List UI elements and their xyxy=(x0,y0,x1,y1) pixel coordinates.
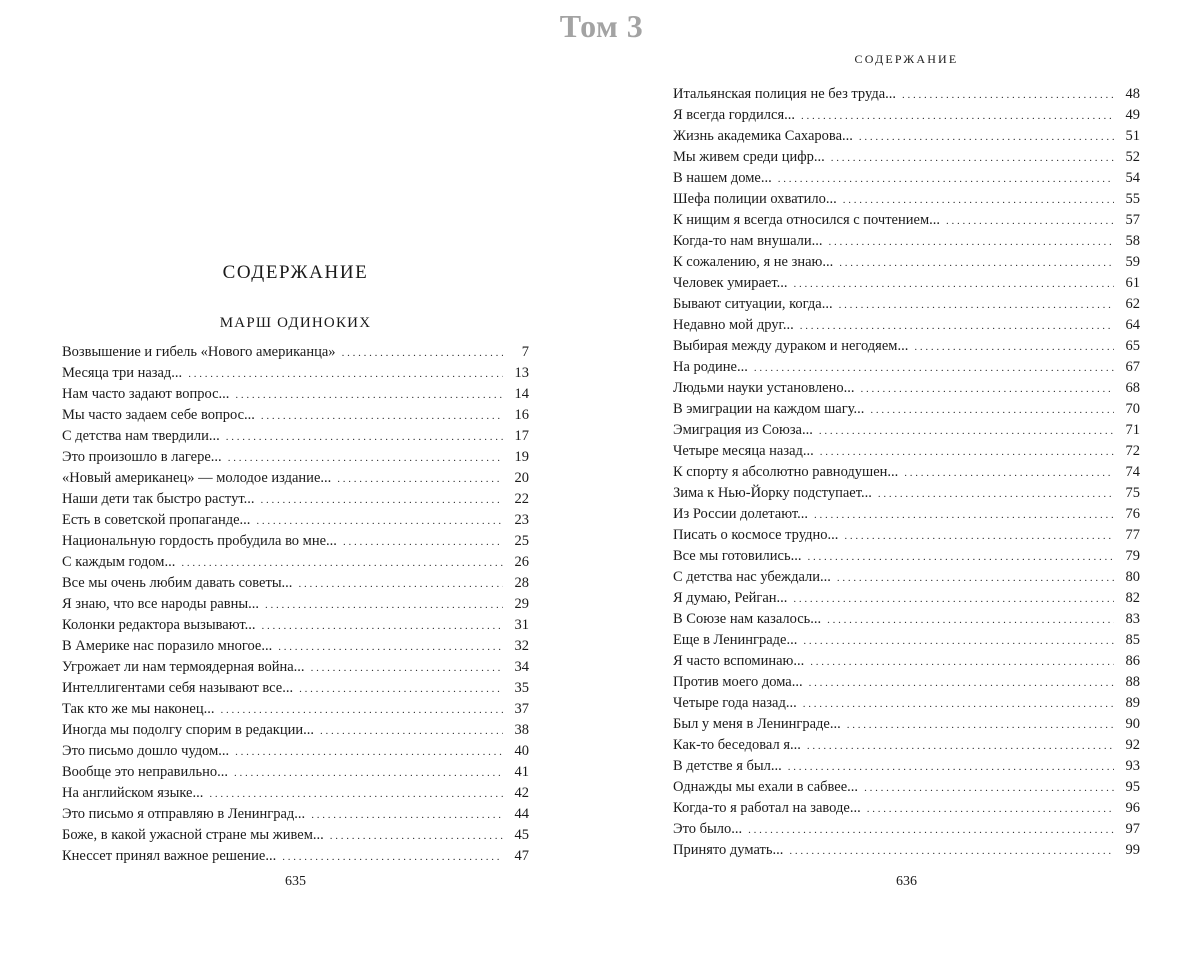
running-head: СОДЕРЖАНИЕ xyxy=(854,52,959,66)
dot-leader xyxy=(789,841,1114,862)
toc-entry-page: 72 xyxy=(1125,443,1140,459)
dot-leader xyxy=(867,799,1114,820)
toc-entry-page: 82 xyxy=(1125,590,1140,606)
dot-leader xyxy=(235,742,503,763)
toc-entry xyxy=(673,672,1140,693)
toc-entry-title: Наши дети так быстро растут... xyxy=(62,491,255,507)
toc-entry-page: 34 xyxy=(514,659,529,675)
volume-title: Том 3 xyxy=(559,8,644,44)
toc-entry-page: 19 xyxy=(514,449,529,465)
toc-entry-title: Из России долетают... xyxy=(673,506,808,522)
toc-entry-title: Я часто вспоминаю... xyxy=(673,653,805,669)
toc-entry-page: 31 xyxy=(514,617,529,633)
dot-leader xyxy=(864,778,1114,799)
toc-entry-title: К нищим я всегда относился с почтением... xyxy=(673,212,941,228)
toc-entry-page: 48 xyxy=(1125,86,1140,102)
toc-entry-title: На родине... xyxy=(673,359,748,375)
dot-leader xyxy=(748,820,1114,841)
toc-entry xyxy=(673,84,1140,105)
toc-entry-title: Против моего дома... xyxy=(673,674,803,690)
toc-entry-title: Я всегда гордился... xyxy=(673,107,796,123)
toc-entry-title: Четыре года назад... xyxy=(673,695,797,711)
toc-entry xyxy=(673,147,1140,168)
toc-entry xyxy=(673,756,1140,777)
toc-entry-title: «Новый американец» — молодое издание... xyxy=(62,470,332,486)
toc-entry-title: Мы часто задаем себе вопрос... xyxy=(62,407,255,423)
toc-entry-page: 14 xyxy=(514,386,529,402)
toc-entry xyxy=(62,489,529,510)
toc-entry-page: 90 xyxy=(1125,716,1140,732)
toc-entry xyxy=(673,126,1140,147)
toc-entry xyxy=(673,168,1140,189)
toc-entry-title: Колонки редактора вызывают... xyxy=(62,617,256,633)
toc-entry-page: 57 xyxy=(1125,212,1140,228)
toc-entry xyxy=(673,735,1140,756)
dot-leader xyxy=(260,490,503,511)
toc-entry xyxy=(673,105,1140,126)
toc-entry xyxy=(62,783,529,804)
toc-entry-title: В эмиграции на каждом шагу... xyxy=(673,401,865,417)
dot-leader xyxy=(311,658,503,679)
dot-leader xyxy=(839,295,1114,316)
toc-entry-page: 59 xyxy=(1125,254,1140,270)
toc-entry-title: К спорту я абсолютно равнодушен... xyxy=(673,464,899,480)
toc-entry-title: На английском языке... xyxy=(62,785,204,801)
toc-entry-title: Мы живем среди цифр... xyxy=(673,149,825,165)
toc-entry-page: 7 xyxy=(521,344,529,360)
toc-entry-title: Жизнь академика Сахарова... xyxy=(673,128,853,144)
dot-leader xyxy=(844,526,1114,547)
dot-leader xyxy=(819,421,1114,442)
dot-leader xyxy=(914,337,1114,358)
toc-entry xyxy=(62,426,529,447)
toc-entry-page: 44 xyxy=(514,806,529,822)
toc-entry-page: 37 xyxy=(514,701,529,717)
toc-entry-page: 96 xyxy=(1125,800,1140,816)
dot-leader xyxy=(793,589,1114,610)
toc-entry xyxy=(673,546,1140,567)
toc-entry xyxy=(673,399,1140,420)
toc-entry xyxy=(62,552,529,573)
toc-entry-page: 77 xyxy=(1125,527,1140,543)
dot-leader xyxy=(265,595,503,616)
toc-entry-title: Эмиграция из Союза... xyxy=(673,422,813,438)
toc-entry-page: 64 xyxy=(1125,317,1140,333)
toc-entry-page: 62 xyxy=(1125,296,1140,312)
toc-entry xyxy=(673,588,1140,609)
dot-leader xyxy=(228,448,503,469)
toc-entry-page: 71 xyxy=(1125,422,1140,438)
dot-leader xyxy=(839,253,1114,274)
toc-entry-page: 26 xyxy=(514,554,529,570)
dot-leader xyxy=(298,574,503,595)
dot-leader xyxy=(859,127,1114,148)
toc-entry xyxy=(62,510,529,531)
toc-entry-title: Месяца три назад... xyxy=(62,365,183,381)
toc-entry-page: 51 xyxy=(1125,128,1140,144)
toc-entry xyxy=(62,720,529,741)
toc-entry xyxy=(673,651,1140,672)
dot-leader xyxy=(181,553,503,574)
toc-entry-title: Когда-то нам внушали... xyxy=(673,233,823,249)
toc-entry-title: Есть в советской пропаганде... xyxy=(62,512,251,528)
toc-entry xyxy=(673,483,1140,504)
toc-entry xyxy=(673,525,1140,546)
dot-leader xyxy=(311,805,503,826)
dot-leader xyxy=(337,469,503,490)
dot-leader xyxy=(904,463,1114,484)
dot-leader xyxy=(299,679,503,700)
toc-entry-page: 52 xyxy=(1125,149,1140,165)
toc-entry xyxy=(62,741,529,762)
dot-leader xyxy=(226,427,503,448)
toc-entry-page: 97 xyxy=(1125,821,1140,837)
toc-entry-page: 40 xyxy=(514,743,529,759)
toc-entry xyxy=(673,462,1140,483)
dot-leader xyxy=(793,274,1114,295)
toc-entry xyxy=(673,798,1140,819)
toc-entry-page: 55 xyxy=(1125,191,1140,207)
toc-entry-title: Бывают ситуации, когда... xyxy=(673,296,833,312)
toc-entry-title: В нашем доме... xyxy=(673,170,772,186)
toc-entry-title: Писать о космосе трудно... xyxy=(673,527,839,543)
dot-leader xyxy=(778,169,1114,190)
toc-entry xyxy=(62,804,529,825)
toc-entry-title: Интеллигентами себя называют все... xyxy=(62,680,294,696)
toc-entry-title: Принято думать... xyxy=(673,842,784,858)
toc-entry xyxy=(673,336,1140,357)
dot-leader xyxy=(261,616,503,637)
toc-entry xyxy=(673,819,1140,840)
toc-entry-title: В детстве я был... xyxy=(673,758,782,774)
dot-leader xyxy=(788,757,1114,778)
toc-entry xyxy=(62,657,529,678)
left-toc-list xyxy=(62,342,529,867)
dot-leader xyxy=(320,721,503,742)
toc-entry xyxy=(62,615,529,636)
dot-leader xyxy=(261,406,503,427)
toc-entry-page: 79 xyxy=(1125,548,1140,564)
toc-entry-title: Итальянская полиция не без труда... xyxy=(673,86,897,102)
dot-leader xyxy=(837,568,1114,589)
toc-entry-title: Кнессет принял важное решение... xyxy=(62,848,277,864)
toc-entry xyxy=(673,420,1140,441)
toc-entry-page: 49 xyxy=(1125,107,1140,123)
toc-entry-title: Нам часто задают вопрос... xyxy=(62,386,230,402)
toc-entry xyxy=(62,594,529,615)
toc-entry-title: Это произошло в лагере... xyxy=(62,449,222,465)
toc-entry-page: 74 xyxy=(1125,464,1140,480)
toc-entry xyxy=(673,630,1140,651)
toc-entry-title: С детства нам твердили... xyxy=(62,428,220,444)
dot-leader xyxy=(860,379,1114,400)
toc-entry xyxy=(62,846,529,867)
toc-entry-page: 47 xyxy=(514,848,529,864)
toc-entry xyxy=(62,405,529,426)
toc-entry xyxy=(62,363,529,384)
toc-entry xyxy=(62,468,529,489)
dot-leader xyxy=(209,784,503,805)
toc-entry xyxy=(673,714,1140,735)
dot-leader xyxy=(330,826,503,847)
dot-leader xyxy=(343,532,503,553)
toc-entry-page: 22 xyxy=(514,491,529,507)
toc-entry-page: 35 xyxy=(514,680,529,696)
dot-leader xyxy=(946,211,1114,232)
dot-leader xyxy=(235,385,503,406)
toc-entry-title: Еще в Ленинграде... xyxy=(673,632,798,648)
toc-entry-title: Иногда мы подолгу спорим в редакции... xyxy=(62,722,315,738)
toc-entry xyxy=(673,441,1140,462)
toc-entry xyxy=(673,231,1140,252)
toc-entry-title: Людьми науки установлено... xyxy=(673,380,855,396)
toc-entry xyxy=(673,294,1140,315)
dot-leader xyxy=(342,343,503,364)
toc-entry-title: Боже, в какой ужасной стране мы живем... xyxy=(62,827,324,843)
dot-leader xyxy=(829,232,1114,253)
toc-entry-page: 32 xyxy=(514,638,529,654)
toc-entry-page: 85 xyxy=(1125,632,1140,648)
toc-entry xyxy=(673,693,1140,714)
toc-entry-title: К сожалению, я не знаю... xyxy=(673,254,834,270)
dot-leader xyxy=(878,484,1114,505)
toc-entry-title: Я думаю, Рейган... xyxy=(673,590,788,606)
dot-leader xyxy=(870,400,1114,421)
toc-entry xyxy=(62,636,529,657)
dot-leader xyxy=(843,190,1114,211)
dot-leader xyxy=(234,763,503,784)
toc-entry-page: 41 xyxy=(514,764,529,780)
dot-leader xyxy=(188,364,503,385)
dot-leader xyxy=(827,610,1114,631)
toc-entry-title: Это письмо дошло чудом... xyxy=(62,743,230,759)
toc-entry-title: Я знаю, что все народы равны... xyxy=(62,596,259,612)
toc-entry-page: 68 xyxy=(1125,380,1140,396)
toc-entry-page: 13 xyxy=(514,365,529,381)
toc-entry xyxy=(62,762,529,783)
toc-entry xyxy=(62,384,529,405)
left-page-number: 635 xyxy=(285,874,306,889)
toc-entry-page: 58 xyxy=(1125,233,1140,249)
dot-leader xyxy=(803,694,1114,715)
toc-entry xyxy=(673,609,1140,630)
right-page-number: 636 xyxy=(896,874,917,889)
dot-leader xyxy=(807,547,1114,568)
toc-entry xyxy=(673,357,1140,378)
toc-entry xyxy=(62,447,529,468)
dot-leader xyxy=(803,631,1114,652)
toc-entry xyxy=(673,210,1140,231)
toc-entry-page: 70 xyxy=(1125,401,1140,417)
toc-entry-title: В Америке нас поразило многое... xyxy=(62,638,273,654)
toc-entry xyxy=(673,840,1140,861)
dot-leader xyxy=(847,715,1114,736)
toc-entry-page: 93 xyxy=(1125,758,1140,774)
toc-entry-title: Вообще это неправильно... xyxy=(62,764,228,780)
toc-heading: СОДЕРЖАНИЕ xyxy=(222,262,369,283)
toc-entry-page: 95 xyxy=(1125,779,1140,795)
toc-entry-page: 65 xyxy=(1125,338,1140,354)
toc-entry-title: Недавно мой друг... xyxy=(673,317,794,333)
toc-entry xyxy=(673,504,1140,525)
toc-entry-page: 38 xyxy=(514,722,529,738)
toc-entry-page: 42 xyxy=(514,785,529,801)
toc-entry-page: 75 xyxy=(1125,485,1140,501)
toc-entry-page: 17 xyxy=(514,428,529,444)
toc-entry-title: Это было... xyxy=(673,821,743,837)
dot-leader xyxy=(278,637,503,658)
toc-entry-page: 25 xyxy=(514,533,529,549)
toc-entry-title: Выбирая между дураком и негодяем... xyxy=(673,338,909,354)
toc-entry-page: 54 xyxy=(1125,170,1140,186)
toc-entry-title: Возвышение и гибель «Нового американца» xyxy=(62,344,336,360)
dot-leader xyxy=(754,358,1114,379)
toc-entry-page: 76 xyxy=(1125,506,1140,522)
toc-entry-title: С каждым годом... xyxy=(62,554,176,570)
toc-entry-page: 88 xyxy=(1125,674,1140,690)
toc-entry-page: 61 xyxy=(1125,275,1140,291)
toc-entry-page: 28 xyxy=(514,575,529,591)
toc-entry-title: Это письмо я отправляю в Ленинград... xyxy=(62,806,306,822)
dot-leader xyxy=(807,736,1114,757)
toc-entry-title: Был у меня в Ленинграде... xyxy=(673,716,841,732)
toc-entry xyxy=(62,573,529,594)
toc-entry-page: 80 xyxy=(1125,569,1140,585)
toc-entry xyxy=(62,342,529,363)
toc-entry-title: Все мы очень любим давать советы... xyxy=(62,575,293,591)
toc-entry-title: Национальную гордость пробудила во мне... xyxy=(62,533,337,549)
dot-leader xyxy=(902,85,1114,106)
toc-entry-title: Так кто же мы наконец... xyxy=(62,701,215,717)
dot-leader xyxy=(809,673,1114,694)
toc-entry-title: Угрожает ли нам термоядерная война... xyxy=(62,659,305,675)
toc-entry-title: Однажды мы ехали в сабвее... xyxy=(673,779,859,795)
toc-entry-page: 86 xyxy=(1125,653,1140,669)
toc-entry-title: Все мы готовились... xyxy=(673,548,802,564)
toc-entry-page: 92 xyxy=(1125,737,1140,753)
toc-entry-page: 89 xyxy=(1125,695,1140,711)
section-heading: МАРШ ОДИНОКИХ xyxy=(219,315,372,331)
dot-leader xyxy=(256,511,503,532)
toc-entry xyxy=(673,378,1140,399)
toc-entry xyxy=(673,273,1140,294)
toc-entry-page: 20 xyxy=(514,470,529,486)
toc-entry-title: Четыре месяца назад... xyxy=(673,443,814,459)
toc-entry xyxy=(673,567,1140,588)
dot-leader xyxy=(282,847,503,868)
toc-entry xyxy=(673,777,1140,798)
toc-entry-page: 23 xyxy=(514,512,529,528)
dot-leader xyxy=(831,148,1114,169)
dot-leader xyxy=(221,700,504,721)
dot-leader xyxy=(814,505,1114,526)
toc-entry xyxy=(62,825,529,846)
toc-entry xyxy=(62,699,529,720)
toc-entry xyxy=(62,678,529,699)
dot-leader xyxy=(810,652,1114,673)
toc-entry-page: 29 xyxy=(514,596,529,612)
toc-entry xyxy=(62,531,529,552)
toc-entry-title: Зима к Нью-Йорку подступает... xyxy=(673,485,872,501)
dot-leader xyxy=(820,442,1114,463)
toc-entry-title: В Союзе нам казалось... xyxy=(673,611,822,627)
toc-entry xyxy=(673,189,1140,210)
dot-leader xyxy=(801,106,1114,127)
toc-entry-page: 45 xyxy=(514,827,529,843)
dot-leader xyxy=(800,316,1114,337)
toc-entry-page: 16 xyxy=(514,407,529,423)
toc-entry-title: Шефа полиции охватило... xyxy=(673,191,837,207)
toc-entry-title: Человек умирает... xyxy=(673,275,788,291)
toc-entry-title: Как-то беседовал я... xyxy=(673,737,801,753)
toc-entry-page: 99 xyxy=(1125,842,1140,858)
toc-entry-title: С детства нас убеждали... xyxy=(673,569,831,585)
toc-entry xyxy=(673,252,1140,273)
toc-entry-page: 83 xyxy=(1125,611,1140,627)
right-toc-list xyxy=(673,84,1140,861)
toc-entry-page: 67 xyxy=(1125,359,1140,375)
toc-entry xyxy=(673,315,1140,336)
toc-entry-title: Когда-то я работал на заводе... xyxy=(673,800,861,816)
